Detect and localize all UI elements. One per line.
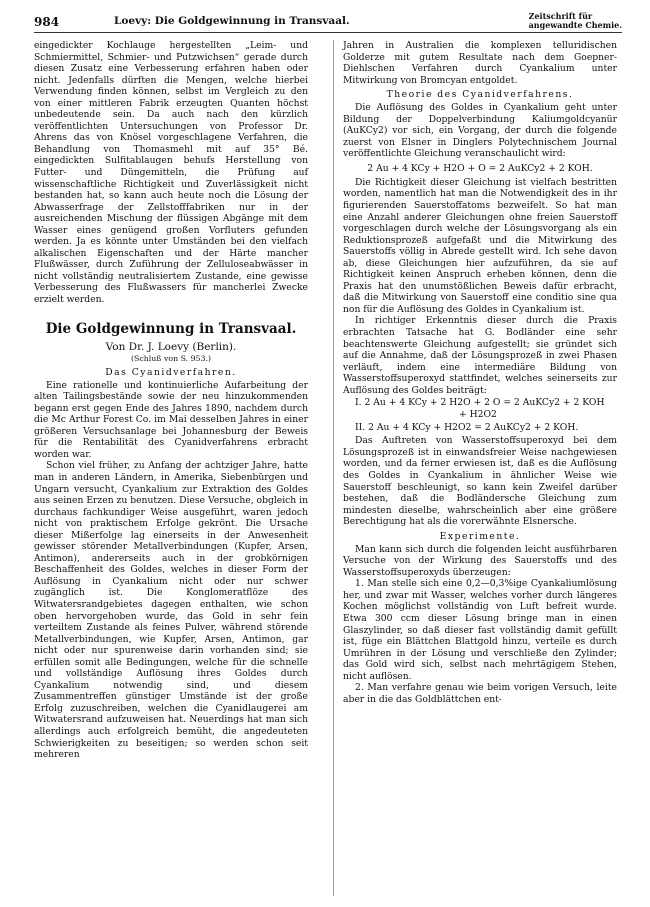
paragraph: eingedickter Kochlauge hergestellten „Leim- und Schmiermittel, Schmier- und Putzwichsen“ gerade durch diesen Zusatz eine Verbesserung erfahren haben oder nicht. Jedenfalls dürften die Mengen, welche hierbei Verwendung finden können, selbst im Vergleich zu den von einer mittleren Fabrik erzeugten Quanten höchst unbedeutende sein. Da auch nach den kürzlich veröffentlichten Untersuchungen von Professor Dr. Ahrens das von Knösel vorgeschlagene Verfahren, die Behandlung von Thomasmehl mit auf 35° Bé. eingedickten Sulfitablaugen behufs Herstellung von Futter- und Düngemitteln, die Prüfung auf wissenschaftliche Richtigkeit und Zuverlässigkeit nicht bestanden hat, so kann auch heute noch die Lösung der Abwasserfrage der Zellstofffabriken nur in der ausreichenden Mischung der flüssigen Abgänge mit dem Wasser eines genügend großen Vorfluters gefunden werden. Ja es könnte unter Umständen bei den vielfach alkalischen Eigenschaften und der Härte mancher Flußwässer, durch Zuführung der Zelluloseabwässer in nicht vollständig neutralisiertem Zustande, eine gewisse Verbesserung des Flußwassers für mancherlei Zwecke erzielt werden. [34, 40, 308, 306]
paragraph: 2. Man verfahre genau wie beim vorigen Versuch, leite aber in die das Goldblättchen ent- [343, 682, 617, 705]
equation-1-line-a: I. 2 Au + 4 KCy + 2 H2O + 2 O = 2 AuKCy2 + 2 KOH [355, 397, 605, 409]
right-column [343, 40, 617, 705]
journal-line-2: angewandte Chemie. [528, 20, 622, 30]
continuation-note: (Schluß von S. 953.) [131, 353, 211, 363]
equation-1 [355, 397, 617, 421]
paragraph: Man kann sich durch die folgenden leicht ausführbaren Versuche von der Wirkung des Sauerstoffs und des Wasserstoffsuperoxyds überzeugen: [343, 543, 617, 578]
article-author: Von Dr. J. Loevy (Berlin). [105, 340, 237, 353]
column-divider [333, 40, 334, 896]
equation-2: II. 2 Au + 4 KCy + H2O2 = 2 AuKCy2 + 2 KOH. [355, 422, 579, 434]
page-number: 984 [34, 15, 60, 29]
section-heading: Das Cyanidverfahren. [105, 366, 237, 378]
running-title: Loevy: Die Goldgewinnung in Transvaal. [114, 15, 350, 27]
paragraph: Schon viel früher, zu Anfang der achtziger Jahre, hatte man in anderen Ländern, in Amerika, Siebenbürgen und Ungarn versucht, Cyankalium zur Extraktion des Goldes aus seinen Erzen zu benutzen. Diese Versuche, obgleich in durchaus fachkundiger Weise ausgeführt, waren jedoch nicht von praktischem Erfolge gekrönt. Die Ursache dieser Mißerfolge lag einerseits in der Anwesenheit gewisser störender Metallverbindungen (Kupfer, Arsen, Antimon), andererseits auch in der grobkörnigen Beschaffenheit des Goldes, welches in dieser Form der Auflösung in Cyankalium nicht oder nur schwer zugänglich ist. Die Konglomeratflöze des Witwatersrandgebietes dagegen enthalten, wie schon oben hervorgehoben wurde, das Gold in sehr fein verteiltem Zustande als feines Pulver, während störende Metallverbindungen, wie Kupfer, Arsen, Antimon, gar nicht oder nur spurenweise darin vorhanden sind; sie erfüllen somit alle Bedingungen, welche für die schnelle und vollständige Auflösung ihres Goldes durch Cyankalium notwendig sind, und diesem Zusammentreffen günstiger Umstände ist der große Erfolg zuzuschreiben, welchen die Cyanidlaugerei am Witwatersrand aufzuweisen hat. Neuerdings hat man sich allerdings auch erfolgreich bemüht, die angedeuteten Schwierigkeiten zu beseitigen; so werden schon seit mehreren [34, 460, 308, 761]
paragraph: 1. Man stelle sich eine 0,2—0,3%ige Cyankaliumlösung her, und zwar mit Wasser, welches vorher durch längeres Kochen möglichst vollständig von Luft befreit wurde. Etwa 300 ccm dieser Lösung bringe man in einen Glaszylinder, so daß dieser fast vollständig damit gefüllt ist, füge ein Blättchen Blattgold hinzu, verteile es durch Umrühren in der Lösung und verschließe den Zylinder; das Gold wird sich, selbst nach mehrtägigem Stehen, nicht auflösen. [343, 578, 617, 682]
page-header [34, 12, 622, 33]
paragraph: In richtiger Erkenntnis dieser durch die Praxis erbrachten Tatsache hat G. Bodländer eine sehr beachtenswerte Gleichung aufgestellt; sie gründet sich auf die Annahme, daß der Lösungsprozeß in zwei Phasen verläuft, indem eine intermediäre Bildung von Wasserstoffsuperoxyd stattfindet, welches seinerseits zur Auflösung des Goldes beiträgt: [343, 315, 617, 396]
paragraph: Eine rationelle und kontinuierliche Aufarbeitung der alten Tailingsbestände sowie der neu hinzukommenden begann erst gegen Ende des Jahres 1890, nachdem durch die Mc Arthur Forest Co. im Mai desselben Jahres in einer größeren Versuchsanlage bei Johannesburg der Beweis für die Rentabilität des Cyanidverfahrens erbracht worden war. [34, 379, 308, 460]
paragraph: Die Auflösung des Goldes in Cyankalium geht unter Bildung der Doppelverbindung Kaliumgoldcyanür (AuKCy2) vor sich, ein Vorgang, der durch die folgende zuerst von Elsner in Dinglers Polytechnischem Journal veröffentlichte Gleichung veranschaulicht wird: [343, 102, 617, 160]
section-heading: Experimente. [439, 530, 521, 542]
equation: 2 Au + 4 KCy + H2O + O = 2 AuKCy2 + 2 KOH. [367, 162, 593, 174]
left-column [34, 40, 308, 761]
article-title: Die Goldgewinnung in Transvaal. [45, 320, 297, 337]
paragraph: Das Auftreten von Wasserstoffsuperoxyd bei dem Lösungsprozeß ist in einwandsfreier Weise nachgewiesen worden, und da ferner erwiesen ist, daß es die Auflösung des Goldes in Cyankalium in ähnlicher Weise wie Sauerstoff beschleunigt, so kann kein Zweifel darüber bestehen, daß die Bodländersche Gleichung zum mindesten dieselbe, wahrscheinlich aber eine größere Berechtigung hat als die vorerwähnte Elsnersche. [343, 435, 617, 528]
section-heading: Theorie des Cyanidverfahrens. [386, 89, 574, 101]
paragraph: Die Richtigkeit dieser Gleichung ist vielfach bestritten worden, namentlich hat man die Notwendigkeit des in ihr figurierenden Sauerstoffatoms bezweifelt. So hat man eine Anzahl anderer Gleichungen ohne freien Sauerstoff vorgeschlagen durch welche der Lösungsvorgang als ein Reduktionsprozeß aufgefaßt und die Mitwirkung des Sauerstoffs völlig in Abrede gestellt wird. Ich sehe davon ab, diese Gleichungen hier aufzuführen, da sie auf Richtigkeit keinen Anspruch erheben können, denn die Praxis hat den unumstößlichen Beweis dafür erbracht, daß die Mitwirkung von Sauerstoff eine conditio sine qua non für die Auflösung des Goldes in Cyankalium ist. [343, 176, 617, 315]
journal-line-1: Zeitschrift für [528, 11, 593, 21]
equation-1-line-b: + H2O2 [459, 409, 497, 421]
journal-name [529, 12, 622, 30]
paragraph: Jahren in Australien die komplexen telluridischen Golderze mit gutem Resultate nach dem Goepner-Diehlschen Verfahren durch Cyankalium unter Mitwirkung von Bromcyan entgoldet. [343, 40, 617, 86]
